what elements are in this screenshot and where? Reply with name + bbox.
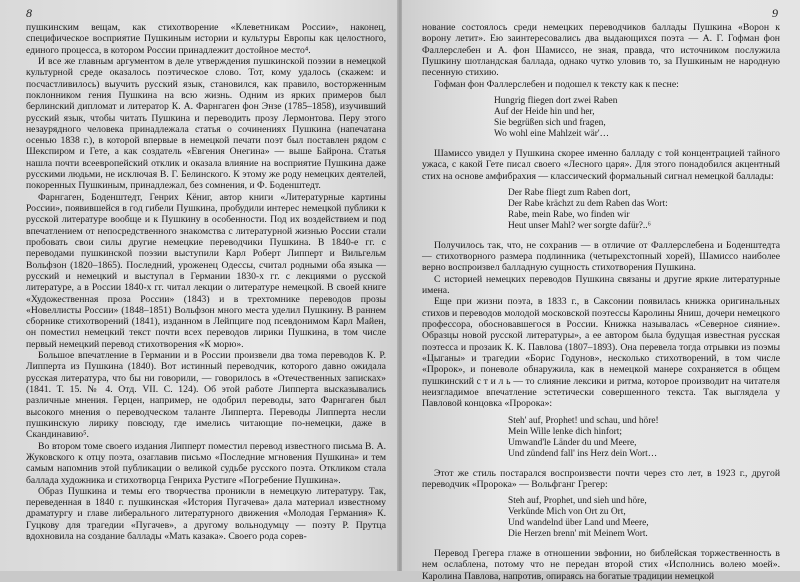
left-paragraph-4: Большое впечатление в Германии и в России произвели два тома переводов К. Р. Липперта из Пушкина (1840). Вот истинный переводчик, которого давно ожидала русская литература, что бы ни говорили, — говорилось в «Отечественных записках» (1841. Т. 15. № 4. Отд. VII. С. 124). Об этой работе Липперта высказывались различные мнения. Герцен, например, не одобрил переводы, зато Фарнгаген был высокого мнения о переводческом таланте Липперта. Переводы Липперта несли пушкинскую лирику повсюду, где имелись читающие по-немецки, даже в Скандинавию⁵. <box>26 350 386 441</box>
right-page <box>402 0 800 582</box>
poem-line: Und wandelnd über Land und Meere, <box>508 518 649 529</box>
left-paragraph-2: И все же главным аргументом в деле утверждения пушкинской поэзии в немецкой культурной среде оказалось поэтическое слово. Тот, кому удалось (скажем: и посчастливилось) выучить русский язык, становился, как правило, восторженным поклонником гения Пушкина на всю жизнь. Одним из ярких примеров был берлинский дипломат и литератор К. А. Фарнгаген фон Энзе (1785–1858), изучивший русский язык, чтобы читать Пушкина и переводить прозу Лермонтова. Перу этого незаурядного человека принадлежала статья о сочинениях Пушкина (напечатана осенью 1838 г.), в которой впервые в немецкой печати поэт был поставлен рядом с Шекспиром и Гете, а как создатель «Евгения Онегина» — выше Байрона. Статья нашла почти всеевропейский отклик и оказала влияние на восприятие Пушкина даже русскими людьми, не исключая В. Г. Белинского. К этому же роду немецких деятелей, покоренных Пушкиным, принадлежал, без сомнения, и Ф. Боденштедт. <box>26 55 386 192</box>
left-paragraph-5: Во втором томе своего издания Липперт поместил перевод известного письма В. А. Жуковского к отцу поэта, озаглавив письмо «Последние мгновения Пушкина» и тем самым напомнив этой публикации о великой судьбе русского поэта. Откликом стала баллада художника и стихотворца Генриха Рустиге «Погребение Пушкина». <box>26 440 386 486</box>
poem-line: Umwand'le Länder du und Meere, <box>508 437 637 448</box>
page-number-right: 9 <box>772 6 778 20</box>
poem-line: Mein Wille lenke dich hinfort; <box>508 426 623 437</box>
poem-line: Verkünde Mich von Ort zu Ort, <box>508 507 626 518</box>
right-paragraph-7: Этот же стиль постарался воспроизвести почти через сто лет, в 1923 г., другой переводчик «Пророка» — Вольфганг Грегер: <box>422 467 780 490</box>
left-paragraph-6: Образ Пушкина и темы его творчества проникли в немецкую литературу. Так, переведенная в 1840 г. пушкинская «История Пугачева» дала материал известному драматургу и главе либерального литературного движения «Молодая Германия» К. Гуцкову для трагедии «Пугачев», а другому вольнодумцу — поэту Р. Прутца вдохновила на создание баллады «Мать казака». Своего рода сорев- <box>26 485 386 543</box>
right-paragraph-1: нование состоялось среди немецких переводчиков баллады Пушкина «Ворон к ворону летит». Ею заинтересовались два выдающихся поэта — А. Г. Гофман фон Фаллерслебен и А. фон Шамиссо, не зная, правда, что источником послужила Пушкину шотландская баллада, однако чутко уловив то, за Пушкиным не народную песенную стихию. <box>422 22 780 79</box>
poem-line: Steh' auf, Prophet! und schau, und höre! <box>508 415 659 426</box>
poem-line: Der Rabe krächzt zu dem Raben das Wort: <box>508 198 668 209</box>
right-paragraph-8: Перевод Грегера глаже в отношении эвфонии, но библейская торжественность в нем ослаблена, потому что не передан второй стих «Исполнись волею моей». Каролина Павлова, напротив, опираясь на богатые традиции немецкой <box>422 548 780 582</box>
poem-line: Die Herzen brenn' mit Meinem Wort. <box>508 529 648 540</box>
right-paragraph-3: Шамиссо увидел у Пушкина скорее именно балладу с той концентрацией тайного ужаса, с какой Гете писал своего «Лесного царя». Для этого понадобился акцентный стих на основе амфибрахия — классический формальный сигнал немецкой баллады: <box>422 147 780 182</box>
poem-line: Und zündend fall' ins Herz dein Wort… <box>508 448 658 459</box>
right-paragraph-2: Гофман фон Фаллерслебен и подошел к тексту как к песне: <box>434 78 679 90</box>
poem-line: Steh auf, Prophet, und sieh und höre, <box>508 496 647 507</box>
left-paragraph-1: пушкинским вещам, как стихотворение «Клеветникам России», наконец, специфическое восприятие Пушкиным истории и культуры Европы как целостного, единого процесса, в котором России принадлежит достойное место⁴. <box>26 22 386 56</box>
right-paragraph-6: Еще при жизни поэта, в 1833 г., в Саксонии появилась книжка оригинальных стихов и переводов молодой московской поэтессы Каролины Яниш, дочери немецкого профессора, обосновавшегося в России. Книжка называлась «Северное сияние». Образцы новой русской литературы», а ее автором была будущая известная русская поэтесса и прозаик К. К. Павлова (1807–1893). Она перевела тогда отрывки из поэмы «Цыганы» и трагедии «Борис Годунов», несколько стихотворений, в том числе «Пророк», и поневоле обнаружила, как в немецкой манере сохраняется в общем пушкинский с т и л ь — то слияние лексики и ритма, которое производит на читателя неизгладимое впечатление эстетически совершенного текста. Так выглядела у Павловой концовка «Пророка»: <box>422 296 780 410</box>
poem-line: Rabe, mein Rabe, wo finden wir <box>508 209 630 220</box>
poem-chamisso <box>508 188 780 232</box>
page-number-left: 8 <box>26 6 32 20</box>
poem-line: Hungrig fliegen dort zwei Raben <box>494 95 618 106</box>
poem-pavlova <box>508 416 780 460</box>
poem-line: Sie begrüßen sich und fragen, <box>494 117 606 128</box>
poem-line: Heut unser Mahl? wer sorgte dafür?..⁶ <box>508 220 651 231</box>
left-paragraph-3: Фарнгаген, Боденштедт, Генрих Кёниг, автор книги «Литературные картины России», появившейся в год гибели Пушкина, пробудили интерес немецкой публики к русской литературе вообще и к Пушкину в особенности. Под их воздействием и под впечатлением от непосредственного знакомства с литературной жизнью России стали пробовать свои силы другие немецкие переводчики Пушкина. В 1840-е гг. с переводами пушкинской поэзии выступили Карл Роберт Липперт и Вильгельм Вольфзон (1820–1865). Последний, уроженец Одессы, считал родными оба языка — русский и немецкий и выступал в Германии 1830-х гг. с лекциями о русской литературе, а в России 1840-х гг. читал лекции о литературе немецкой. В своей книге «Художественная проза России» (1843) и в трехтомнике переводов прозы «Новеллисты России» (1848–1851) Вольфзон много места уделил Пушкину. В раннем сборнике стихотворений (1841), изданном в Лейпциге под псевдонимом Карл Майен, он поместил немецкий текст почти всех переводов лирики Пушкина, в том числе первый немецкий перевод стихотворения «К морю». <box>26 191 386 350</box>
right-paragraph-4: Получилось так, что, не сохранив — в отличие от Фаллерслебена и Боденштедта — стихотворного размера подлинника (четырехстопный хорей), Шамиссо наиболее верно воспроизвел балладную сущность стихотворения Пушкина. <box>422 239 780 274</box>
poem-greger <box>508 496 780 540</box>
poem-line: Auf der Heide hin und her, <box>494 106 595 117</box>
right-paragraph-5: С историей немецких переводов Пушкина связаны и другие яркие литературные имена. <box>422 273 780 297</box>
poem-line: Der Rabe fliegt zum Raben dort, <box>508 187 631 198</box>
left-page <box>0 0 398 571</box>
poem-line: Wo wohl eine Mahlzeit wär'… <box>494 128 609 139</box>
poem-fallersleben <box>494 96 780 140</box>
